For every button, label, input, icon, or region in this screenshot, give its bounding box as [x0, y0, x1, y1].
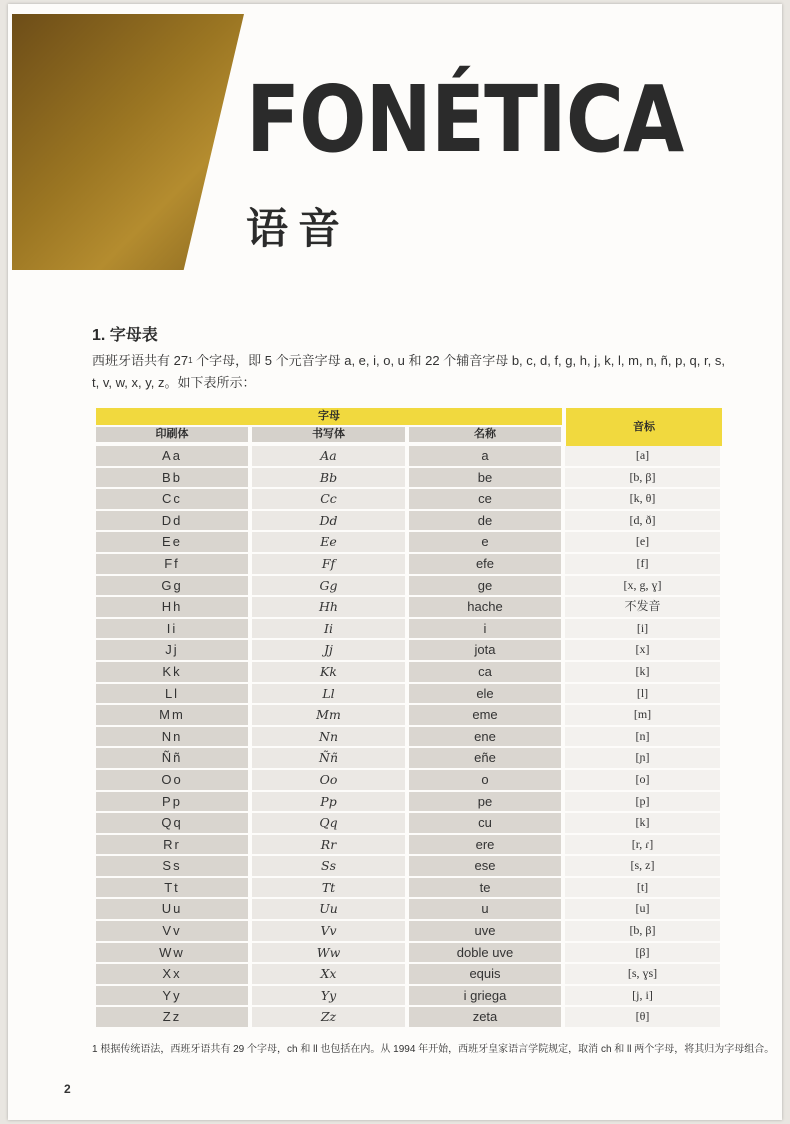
table-row	[96, 748, 722, 770]
footnote: 1 根据传统语法，西班牙语共有 29 个字母，ch 和 ll 也包括在内。从 1994 年开始，西班牙皇家语言学院规定，取消 ch 和 ll 两个字母，将其归为字母组合。	[92, 1044, 775, 1055]
ipa-cell: [a]	[565, 446, 720, 466]
col-header-script: 书写体	[252, 427, 405, 442]
print-cell: Pp	[96, 792, 248, 812]
script-cell: Nn	[252, 727, 405, 747]
script-cell: Ss	[252, 856, 405, 876]
ipa-cell: [ɲ]	[565, 748, 720, 768]
script-cell: Pp	[252, 792, 405, 812]
table-row	[96, 662, 722, 684]
print-cell: Rr	[96, 835, 248, 855]
name-cell: eme	[409, 705, 561, 725]
page-subtitle: 语音	[246, 205, 351, 252]
page	[8, 4, 782, 1120]
name-cell: zeta	[409, 1007, 561, 1027]
table-row	[96, 727, 722, 749]
print-cell: Kk	[96, 662, 248, 682]
table-row	[96, 964, 722, 986]
print-cell: Ññ	[96, 748, 248, 768]
table-row	[96, 813, 722, 835]
print-cell: Tt	[96, 878, 248, 898]
script-cell: Rr	[252, 835, 405, 855]
name-cell: cu	[409, 813, 561, 833]
ipa-cell: [m]	[565, 705, 720, 725]
script-cell: Xx	[252, 964, 405, 984]
table-group-header: 字母	[96, 408, 562, 425]
intro-text-a: 西班牙语共有 27	[92, 353, 189, 368]
script-cell: Vv	[252, 921, 405, 941]
ipa-cell: [i]	[565, 619, 720, 639]
ipa-cell: [k]	[565, 813, 720, 833]
col-header-name: 名称	[409, 427, 561, 442]
script-cell: Qq	[252, 813, 405, 833]
print-cell: Ee	[96, 532, 248, 552]
name-cell: de	[409, 511, 561, 531]
table-row	[96, 986, 722, 1008]
print-cell: Jj	[96, 640, 248, 660]
ipa-cell: [x]	[565, 640, 720, 660]
print-cell: Aa	[96, 446, 248, 466]
alphabet-table	[96, 408, 722, 1029]
ipa-cell: [d, ð]	[565, 511, 720, 531]
gold-banner	[12, 14, 244, 270]
table-row	[96, 511, 722, 533]
print-cell: Vv	[96, 921, 248, 941]
table-row	[96, 446, 722, 468]
table-row	[96, 576, 722, 598]
table-row	[96, 1007, 722, 1029]
script-cell: Jj	[252, 640, 405, 660]
intro-text-b: 个字母，即 5 个元音字母 a, e, i, o, u 和 22 个辅音字母 b, c, d, f, g, h, j, k, l, m, n, ñ, p, q, r, s, t, v, w, x, y, z。如下表所示：	[92, 353, 725, 390]
name-cell: be	[409, 468, 561, 488]
print-cell: Zz	[96, 1007, 248, 1027]
name-cell: ene	[409, 727, 561, 747]
name-cell: ele	[409, 684, 561, 704]
table-row	[96, 943, 722, 965]
script-cell: Hh	[252, 597, 405, 617]
name-cell: e	[409, 532, 561, 552]
name-cell: doble uve	[409, 943, 561, 963]
ipa-cell: 不发音	[565, 597, 720, 617]
ipa-cell: [u]	[565, 899, 720, 919]
table-body	[96, 446, 722, 1029]
script-cell: Ii	[252, 619, 405, 639]
ipa-cell: [θ]	[565, 1007, 720, 1027]
table-row	[96, 921, 722, 943]
name-cell: eñe	[409, 748, 561, 768]
table-row	[96, 489, 722, 511]
table-row	[96, 640, 722, 662]
name-cell: te	[409, 878, 561, 898]
footnote-ref: 1	[188, 356, 193, 365]
table-row	[96, 878, 722, 900]
ipa-cell: [k]	[565, 662, 720, 682]
ipa-cell: [s, ɣs]	[565, 964, 720, 984]
name-cell: equis	[409, 964, 561, 984]
ipa-cell: [o]	[565, 770, 720, 790]
ipa-cell: [t]	[565, 878, 720, 898]
script-cell: Tt	[252, 878, 405, 898]
script-cell: Bb	[252, 468, 405, 488]
ipa-cell: [s, z]	[565, 856, 720, 876]
print-cell: Ll	[96, 684, 248, 704]
page-title: FONÉTICA	[246, 66, 684, 173]
ipa-cell: [p]	[565, 792, 720, 812]
name-cell: ere	[409, 835, 561, 855]
script-cell: Gg	[252, 576, 405, 596]
col-header-print: 印刷体	[96, 427, 248, 442]
print-cell: Uu	[96, 899, 248, 919]
script-cell: Zz	[252, 1007, 405, 1027]
ipa-cell: [b, β]	[565, 468, 720, 488]
name-cell: ge	[409, 576, 561, 596]
table-row	[96, 705, 722, 727]
script-cell: Cc	[252, 489, 405, 509]
script-cell: Ff	[252, 554, 405, 574]
script-cell: Ll	[252, 684, 405, 704]
name-cell: i	[409, 619, 561, 639]
script-cell: Ww	[252, 943, 405, 963]
name-cell: hache	[409, 597, 561, 617]
name-cell: u	[409, 899, 561, 919]
name-cell: jota	[409, 640, 561, 660]
script-cell: Ññ	[252, 748, 405, 768]
col-header-ipa: 音标	[566, 408, 722, 446]
script-cell: Dd	[252, 511, 405, 531]
print-cell: Ii	[96, 619, 248, 639]
table-row	[96, 554, 722, 576]
ipa-cell: [l]	[565, 684, 720, 704]
print-cell: Qq	[96, 813, 248, 833]
table-row	[96, 619, 722, 641]
name-cell: pe	[409, 792, 561, 812]
print-cell: Xx	[96, 964, 248, 984]
print-cell: Ww	[96, 943, 248, 963]
print-cell: Mm	[96, 705, 248, 725]
script-cell: Kk	[252, 662, 405, 682]
table-row	[96, 792, 722, 814]
print-cell: Bb	[96, 468, 248, 488]
print-cell: Oo	[96, 770, 248, 790]
name-cell: uve	[409, 921, 561, 941]
print-cell: Hh	[96, 597, 248, 617]
print-cell: Cc	[96, 489, 248, 509]
ipa-cell: [f]	[565, 554, 720, 574]
print-cell: Ss	[96, 856, 248, 876]
name-cell: ce	[409, 489, 561, 509]
print-cell: Nn	[96, 727, 248, 747]
ipa-cell: [b, β]	[565, 921, 720, 941]
name-cell: o	[409, 770, 561, 790]
script-cell: Oo	[252, 770, 405, 790]
print-cell: Ff	[96, 554, 248, 574]
table-row	[96, 684, 722, 706]
print-cell: Dd	[96, 511, 248, 531]
name-cell: ca	[409, 662, 561, 682]
ipa-cell: [k, θ]	[565, 489, 720, 509]
table-row	[96, 468, 722, 490]
ipa-cell: [x, g, ɣ]	[565, 576, 720, 596]
name-cell: efe	[409, 554, 561, 574]
script-cell: Aa	[252, 446, 405, 466]
script-cell: Ee	[252, 532, 405, 552]
intro-paragraph	[92, 350, 732, 394]
script-cell: Mm	[252, 705, 405, 725]
ipa-cell: [β]	[565, 943, 720, 963]
table-row	[96, 597, 722, 619]
table-row	[96, 856, 722, 878]
name-cell: i griega	[409, 986, 561, 1006]
ipa-cell: [n]	[565, 727, 720, 747]
print-cell: Yy	[96, 986, 248, 1006]
table-row	[96, 899, 722, 921]
page-number: 2	[64, 1082, 71, 1096]
script-cell: Uu	[252, 899, 405, 919]
name-cell: ese	[409, 856, 561, 876]
ipa-cell: [r, ɾ]	[565, 835, 720, 855]
section-heading: 1. 字母表	[92, 327, 158, 344]
ipa-cell: [e]	[565, 532, 720, 552]
name-cell: a	[409, 446, 561, 466]
table-row	[96, 835, 722, 857]
ipa-cell: [j, i]	[565, 986, 720, 1006]
table-row	[96, 532, 722, 554]
print-cell: Gg	[96, 576, 248, 596]
table-row	[96, 770, 722, 792]
script-cell: Yy	[252, 986, 405, 1006]
